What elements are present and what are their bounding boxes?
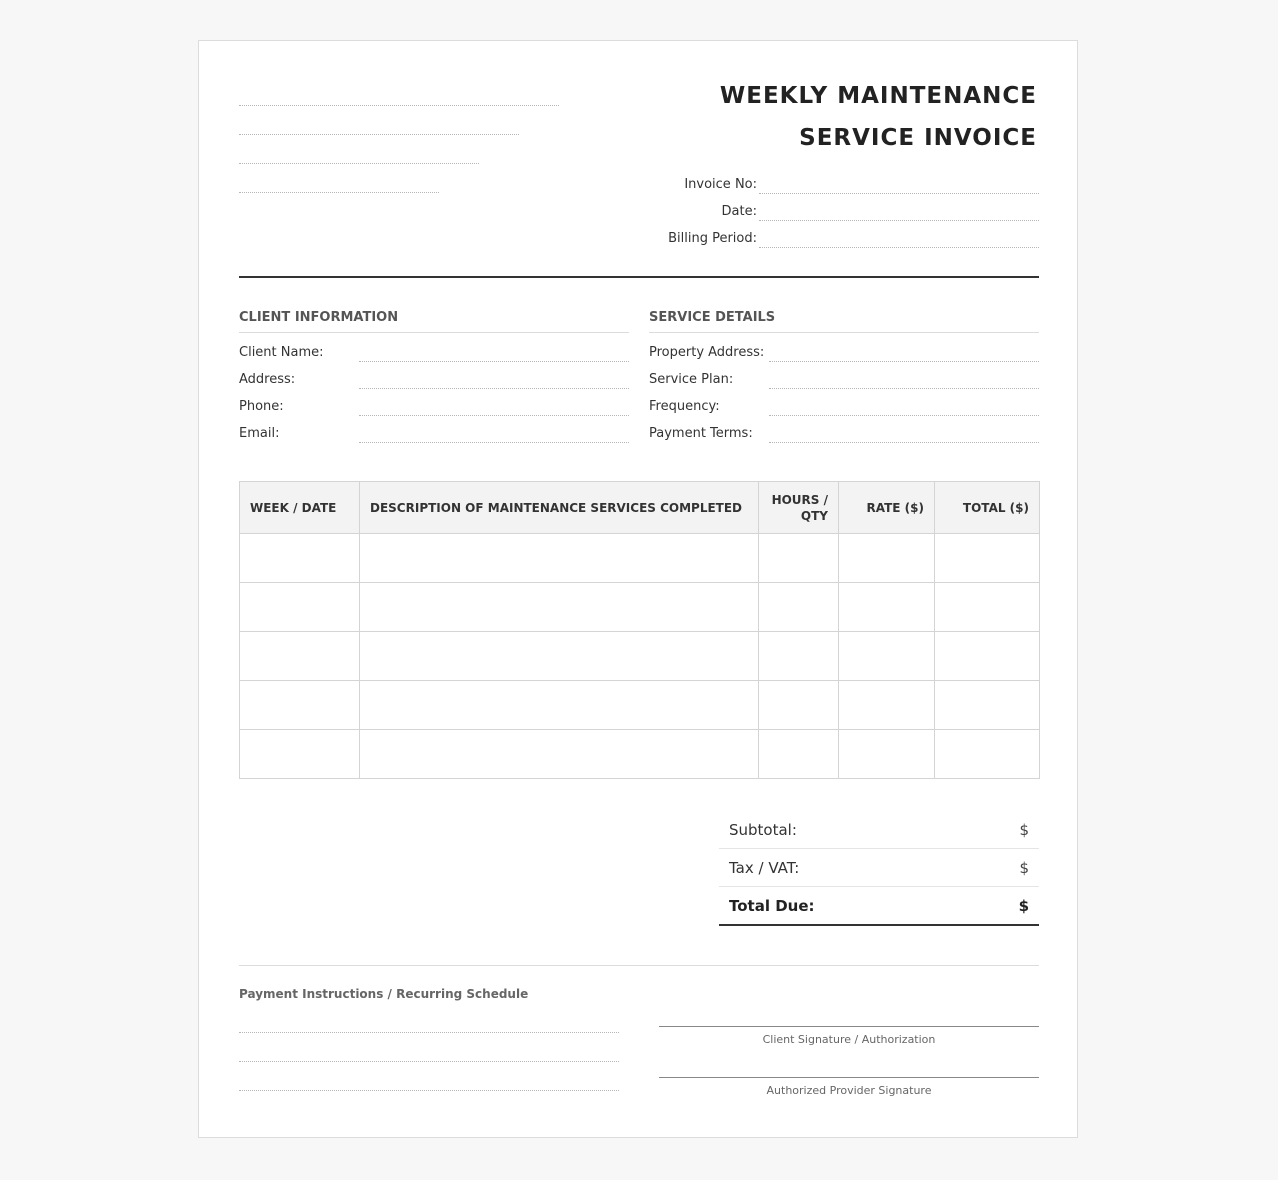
client-info-heading: CLIENT INFORMATION bbox=[239, 310, 399, 325]
table-row bbox=[240, 534, 1040, 583]
column-header-week-date: WEEK / DATE bbox=[240, 482, 360, 534]
client-info-underline bbox=[239, 332, 629, 333]
week-date-cell[interactable] bbox=[240, 681, 360, 730]
invoice-page bbox=[198, 40, 1078, 1138]
table-row bbox=[240, 632, 1040, 681]
provider-signature-line[interactable] bbox=[659, 1077, 1039, 1078]
total-cell[interactable] bbox=[935, 632, 1040, 681]
client-address-field[interactable] bbox=[359, 388, 629, 389]
date-label: Date: bbox=[721, 204, 757, 219]
client-address-label: Address: bbox=[239, 372, 296, 387]
service-plan-field[interactable] bbox=[769, 388, 1039, 389]
rate-cell[interactable] bbox=[839, 681, 935, 730]
week-date-cell[interactable] bbox=[240, 583, 360, 632]
service-plan-label: Service Plan: bbox=[649, 372, 734, 387]
total-due-row bbox=[719, 887, 1039, 926]
client-phone-field[interactable] bbox=[359, 415, 629, 416]
column-header-hours-qty: HOURS / QTY bbox=[759, 482, 839, 534]
client-signature-caption: Client Signature / Authorization bbox=[762, 1033, 936, 1046]
subtotal-row bbox=[719, 811, 1039, 849]
provider-signature-caption: Authorized Provider Signature bbox=[766, 1084, 932, 1097]
description-cell[interactable] bbox=[360, 681, 759, 730]
header-divider bbox=[239, 276, 1039, 278]
table-row bbox=[240, 730, 1040, 779]
tax-row bbox=[719, 849, 1039, 887]
payment-terms-label: Payment Terms: bbox=[649, 426, 753, 441]
property-address-field[interactable] bbox=[769, 361, 1039, 362]
footer-divider bbox=[239, 965, 1039, 966]
week-date-cell[interactable] bbox=[240, 632, 360, 681]
frequency-field[interactable] bbox=[769, 415, 1039, 416]
totals-block bbox=[719, 811, 1039, 926]
table-body bbox=[240, 534, 1040, 779]
billing-period-field[interactable] bbox=[759, 247, 1039, 248]
payment-instructions-line[interactable] bbox=[239, 1090, 619, 1091]
week-date-cell[interactable] bbox=[240, 730, 360, 779]
rate-cell[interactable] bbox=[839, 632, 935, 681]
payment-instructions-title: Payment Instructions / Recurring Schedule bbox=[239, 987, 529, 1001]
total-due-value[interactable]: $ bbox=[1018, 897, 1029, 915]
company-contact-line[interactable] bbox=[239, 192, 439, 193]
rate-cell[interactable] bbox=[839, 534, 935, 583]
invoice-title-line1: WEEKLY MAINTENANCE bbox=[719, 83, 1037, 109]
client-name-label: Client Name: bbox=[239, 345, 324, 360]
total-due-label: Total Due: bbox=[729, 897, 815, 915]
description-cell[interactable] bbox=[360, 534, 759, 583]
payment-instructions-line[interactable] bbox=[239, 1061, 619, 1062]
service-details-underline bbox=[649, 332, 1039, 333]
client-name-field[interactable] bbox=[359, 361, 629, 362]
hours-qty-cell[interactable] bbox=[759, 534, 839, 583]
invoice-title-line2: SERVICE INVOICE bbox=[799, 125, 1037, 151]
date-field[interactable] bbox=[759, 220, 1039, 221]
client-signature-line[interactable] bbox=[659, 1026, 1039, 1027]
company-address-line[interactable] bbox=[239, 134, 519, 135]
total-cell[interactable] bbox=[935, 534, 1040, 583]
subtotal-value[interactable]: $ bbox=[1019, 821, 1029, 839]
rate-cell[interactable] bbox=[839, 730, 935, 779]
payment-terms-field[interactable] bbox=[769, 442, 1039, 443]
subtotal-label: Subtotal: bbox=[729, 821, 797, 839]
hours-qty-cell[interactable] bbox=[759, 681, 839, 730]
service-details-heading: SERVICE DETAILS bbox=[649, 310, 776, 325]
total-cell[interactable] bbox=[935, 583, 1040, 632]
tax-value[interactable]: $ bbox=[1019, 859, 1029, 877]
client-email-field[interactable] bbox=[359, 442, 629, 443]
tax-label: Tax / VAT: bbox=[729, 859, 800, 877]
client-phone-label: Phone: bbox=[239, 399, 284, 414]
table-row bbox=[240, 583, 1040, 632]
column-header-rate: RATE ($) bbox=[839, 482, 935, 534]
description-cell[interactable] bbox=[360, 583, 759, 632]
total-cell[interactable] bbox=[935, 681, 1040, 730]
description-cell[interactable] bbox=[360, 632, 759, 681]
property-address-label: Property Address: bbox=[649, 345, 765, 360]
hours-qty-cell[interactable] bbox=[759, 632, 839, 681]
total-cell[interactable] bbox=[935, 730, 1040, 779]
company-name-line[interactable] bbox=[239, 105, 559, 106]
company-city-line[interactable] bbox=[239, 163, 479, 164]
invoice-no-label: Invoice No: bbox=[684, 177, 757, 192]
rate-cell[interactable] bbox=[839, 583, 935, 632]
hours-qty-cell[interactable] bbox=[759, 730, 839, 779]
column-header-description: DESCRIPTION OF MAINTENANCE SERVICES COMPLETED bbox=[360, 482, 759, 534]
description-cell[interactable] bbox=[360, 730, 759, 779]
hours-qty-cell[interactable] bbox=[759, 583, 839, 632]
table-row bbox=[240, 681, 1040, 730]
services-table bbox=[239, 481, 1040, 779]
invoice-no-field[interactable] bbox=[759, 193, 1039, 194]
billing-period-label: Billing Period: bbox=[668, 231, 757, 246]
client-email-label: Email: bbox=[239, 426, 280, 441]
payment-instructions-line[interactable] bbox=[239, 1032, 619, 1033]
column-header-total: TOTAL ($) bbox=[935, 482, 1040, 534]
frequency-label: Frequency: bbox=[649, 399, 720, 414]
table-header-row bbox=[240, 482, 1040, 534]
week-date-cell[interactable] bbox=[240, 534, 360, 583]
